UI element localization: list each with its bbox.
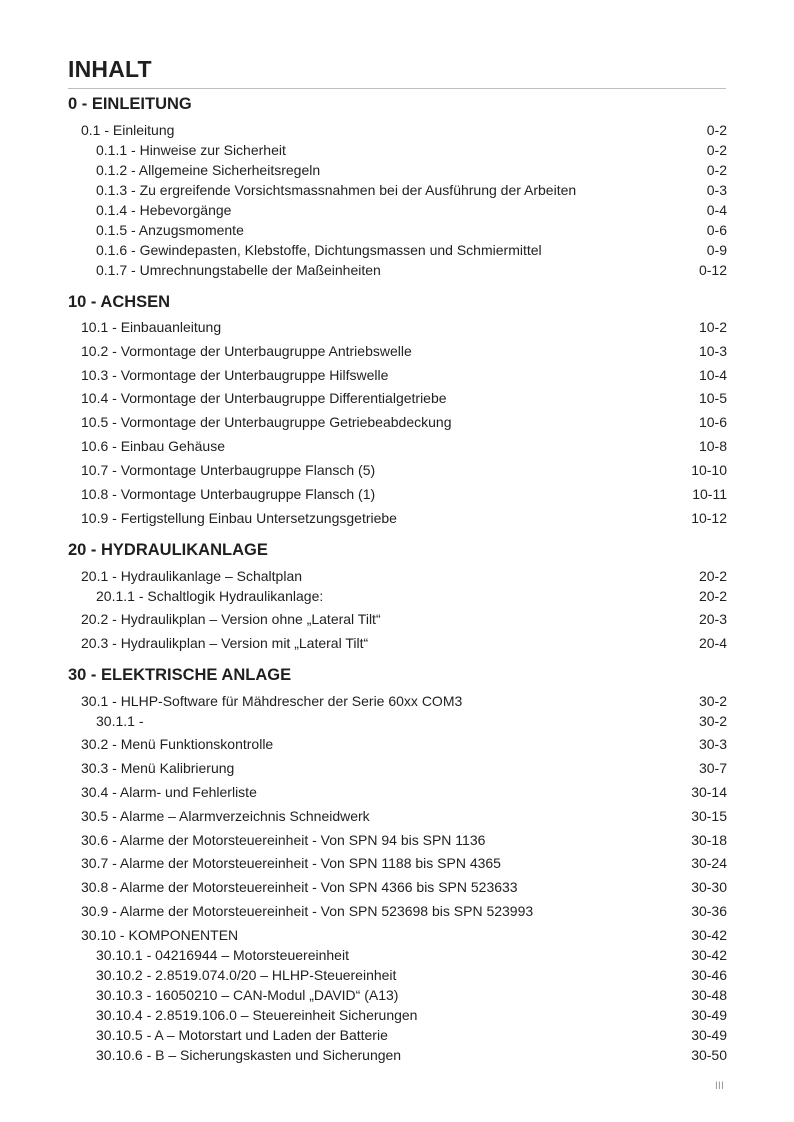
toc-entry-page: 30-15: [691, 808, 727, 824]
toc-entry-text: 30.10.3 - 16050210 – CAN-Modul „DAVID“ (A13): [96, 987, 399, 1003]
toc-entry-page: 30-49: [691, 1027, 727, 1043]
toc-entry-page: 0-4: [706, 202, 727, 218]
toc-entry-page: 10-6: [698, 414, 727, 430]
toc-entry-page: 30-2: [698, 713, 727, 729]
toc-entry[interactable]: [81, 758, 727, 778]
toc-entry[interactable]: [96, 711, 727, 731]
toc-entry-text: 10.9 - Fertigstellung Einbau Untersetzungsgetriebe: [81, 510, 397, 526]
toc-entry-page: 30-42: [691, 927, 727, 943]
toc-entry-text: 30.4 - Alarm- und Fehlerliste: [81, 784, 257, 800]
toc-entry-page: 30-36: [691, 903, 727, 919]
toc-entry-text: 30.7 - Alarme der Motorsteuereinheit - Von SPN 1188 bis SPN 4365: [81, 855, 501, 871]
toc-entry-text: 30.10.1 - 04216944 – Motorsteuereinheit: [96, 947, 349, 963]
toc-entry-page: 0-2: [706, 122, 727, 138]
toc-entry-text: 20.3 - Hydraulikplan – Version mit „Lateral Tilt“: [81, 635, 369, 651]
toc-entry[interactable]: [96, 220, 727, 240]
toc-entry[interactable]: [81, 436, 727, 456]
toc-entry-text: 0.1.4 - Hebevorgänge: [96, 202, 232, 218]
toc-entry-page: 30-2: [698, 693, 727, 709]
toc-entry[interactable]: [96, 140, 727, 160]
toc-entry-text: 0.1.2 - Allgemeine Sicherheitsregeln: [96, 162, 321, 178]
toc-entry-page: 10-2: [698, 319, 727, 335]
toc-entry-text: 20.1.1 - Schaltlogik Hydraulikanlage:: [96, 588, 324, 604]
toc-entry-page: 30-18: [691, 832, 727, 848]
toc-entry-page: 30-14: [691, 784, 727, 800]
toc-entry-page: 10-4: [698, 367, 727, 383]
toc-entry-page: 30-30: [691, 879, 727, 895]
toc-entry-page: 30-48: [691, 987, 727, 1003]
toc-entry-page: 0-2: [706, 162, 727, 178]
toc-entry-page: 0-6: [706, 222, 727, 238]
toc-entry-page: 10-8: [698, 438, 727, 454]
toc-entry-text: 10.6 - Einbau Gehäuse: [81, 438, 225, 454]
toc-entry[interactable]: [96, 985, 727, 1005]
toc-entry[interactable]: [81, 806, 727, 826]
toc-entry-text: 30.10.5 - A – Motorstart und Laden der Batterie: [96, 1027, 388, 1043]
toc-entry-text: 30.10 - KOMPONENTEN: [81, 927, 239, 943]
toc-entry-text: 30.10.6 - B – Sicherungskasten und Sicherungen: [96, 1047, 402, 1063]
toc-entry[interactable]: [81, 120, 727, 140]
toc-entry[interactable]: [81, 609, 727, 629]
toc-entry-page: 30-46: [691, 967, 727, 983]
toc-entry-page: 30-42: [691, 947, 727, 963]
toc-entry-page: 10-3: [698, 343, 727, 359]
toc-entry[interactable]: [96, 260, 727, 280]
toc-entry[interactable]: [96, 1025, 727, 1045]
toc-entry[interactable]: [81, 566, 727, 586]
toc-entry[interactable]: [81, 901, 727, 921]
toc-entry-page: 30-24: [691, 855, 727, 871]
toc-entry-page: 20-4: [698, 635, 727, 651]
toc-entry-text: 30.3 - Menü Kalibrierung: [81, 760, 235, 776]
toc-entry-text: 30.1.1 -: [96, 713, 144, 729]
toc-entry[interactable]: [81, 782, 727, 802]
toc-entry-page: 10-11: [692, 486, 727, 502]
toc-entry[interactable]: [81, 484, 727, 504]
toc-entry[interactable]: [81, 317, 727, 337]
toc-entry[interactable]: [81, 633, 727, 653]
toc-entry-page: 20-2: [698, 568, 727, 584]
toc-entry[interactable]: [96, 160, 727, 180]
toc-entry-text: 0.1.6 - Gewindepasten, Klebstoffe, Dichtungsmassen und Schmiermittel: [96, 242, 542, 258]
toc-entry[interactable]: [81, 412, 727, 432]
toc-entry-page: 0-9: [706, 242, 727, 258]
toc-entry-page: 0-3: [706, 182, 727, 198]
toc-entry-page: 30-49: [691, 1007, 727, 1023]
toc-entry[interactable]: [96, 945, 727, 965]
page-number: III: [714, 1080, 724, 1092]
toc-entry[interactable]: [81, 925, 727, 945]
section-heading-einleitung: 0 - EINLEITUNG: [68, 95, 192, 113]
toc-entry[interactable]: [96, 240, 727, 260]
toc-entry[interactable]: [81, 830, 727, 850]
toc-entry-text: 30.5 - Alarme – Alarmverzeichnis Schneidwerk: [81, 808, 370, 824]
toc-entry[interactable]: [81, 877, 727, 897]
toc-entry-page: 20-2: [698, 588, 727, 604]
toc-entry-text: 30.9 - Alarme der Motorsteuereinheit - Von SPN 523698 bis SPN 523993: [81, 903, 534, 919]
toc-entry-text: 10.8 - Vormontage Unterbaugruppe Flansch (1): [81, 486, 376, 502]
toc-entry[interactable]: [81, 341, 727, 361]
toc-entry-page: 10-5: [698, 390, 727, 406]
toc-entry-page: 10-10: [691, 462, 727, 478]
toc-entry-text: 10.2 - Vormontage der Unterbaugruppe Antriebswelle: [81, 343, 412, 359]
toc-entry-text: 10.7 - Vormontage Unterbaugruppe Flansch (5): [81, 462, 376, 478]
toc-entry-text: 30.10.4 - 2.8519.106.0 – Steuereinheit Sicherungen: [96, 1007, 418, 1023]
toc-entry-text: 10.5 - Vormontage der Unterbaugruppe Getriebeabdeckung: [81, 414, 452, 430]
toc-entry-text: 20.1 - Hydraulikanlage – Schaltplan: [81, 568, 303, 584]
toc-entry-page: 0-2: [706, 142, 727, 158]
toc-entry-text: 30.2 - Menü Funktionskontrolle: [81, 736, 274, 752]
toc-entry-text: 0.1.5 - Anzugsmomente: [96, 222, 244, 238]
toc-entry[interactable]: [96, 200, 727, 220]
toc-entry-text: 0.1 - Einleitung: [81, 122, 175, 138]
toc-entry-text: 10.4 - Vormontage der Unterbaugruppe Differentialgetriebe: [81, 390, 447, 406]
toc-entry-page: 30-7: [698, 760, 727, 776]
toc-entry[interactable]: [96, 180, 727, 200]
toc-entry[interactable]: [81, 460, 727, 480]
page-title: INHALT: [68, 56, 152, 82]
toc-entry-text: 10.1 - Einbauanleitung: [81, 319, 222, 335]
section-heading-hydraulikanlage: 20 - HYDRAULIKANLAGE: [68, 541, 268, 559]
toc-entry-page: 30-3: [698, 736, 727, 752]
toc-entry[interactable]: [81, 365, 727, 385]
toc-entry-text: 30.10.2 - 2.8519.074.0/20 – HLHP-Steuereinheit: [96, 967, 397, 983]
toc-entry-page: 10-12: [691, 510, 727, 526]
toc-entry[interactable]: [96, 1005, 727, 1025]
section-heading-elektrische-anlage: 30 - ELEKTRISCHE ANLAGE: [68, 666, 292, 684]
toc-entry-text: 0.1.7 - Umrechnungstabelle der Maßeinheiten: [96, 262, 381, 278]
toc-entry-text: 10.3 - Vormontage der Unterbaugruppe Hilfswelle: [81, 367, 389, 383]
toc-entry[interactable]: [96, 1045, 727, 1065]
toc-entry-text: 30.8 - Alarme der Motorsteuereinheit - Von SPN 4366 bis SPN 523633: [81, 879, 518, 895]
toc-entry[interactable]: [81, 853, 727, 873]
toc-entry[interactable]: [81, 508, 727, 528]
toc-entry[interactable]: [81, 388, 727, 408]
toc-entry-text: 0.1.3 - Zu ergreifende Vorsichtsmassnahmen bei der Ausführung der Arbeiten: [96, 182, 577, 198]
toc-entry-text: 20.2 - Hydraulikplan – Version ohne „Lateral Tilt“: [81, 611, 381, 627]
toc-entry[interactable]: [81, 734, 727, 754]
toc-entry[interactable]: [81, 691, 727, 711]
toc-entry[interactable]: [96, 586, 727, 606]
toc-entry-page: 30-50: [691, 1047, 727, 1063]
toc-entry-page: 0-12: [698, 262, 727, 278]
toc-entry[interactable]: [96, 965, 727, 985]
title-divider: [68, 88, 726, 89]
toc-entry-text: 0.1.1 - Hinweise zur Sicherheit: [96, 142, 286, 158]
section-heading-achsen: 10 - ACHSEN: [68, 293, 171, 311]
toc-entry-text: 30.1 - HLHP-Software für Mähdrescher der Serie 60xx COM3: [81, 693, 463, 709]
toc-entry-page: 20-3: [698, 611, 727, 627]
toc-entry-text: 30.6 - Alarme der Motorsteuereinheit - Von SPN 94 bis SPN 1136: [81, 832, 486, 848]
